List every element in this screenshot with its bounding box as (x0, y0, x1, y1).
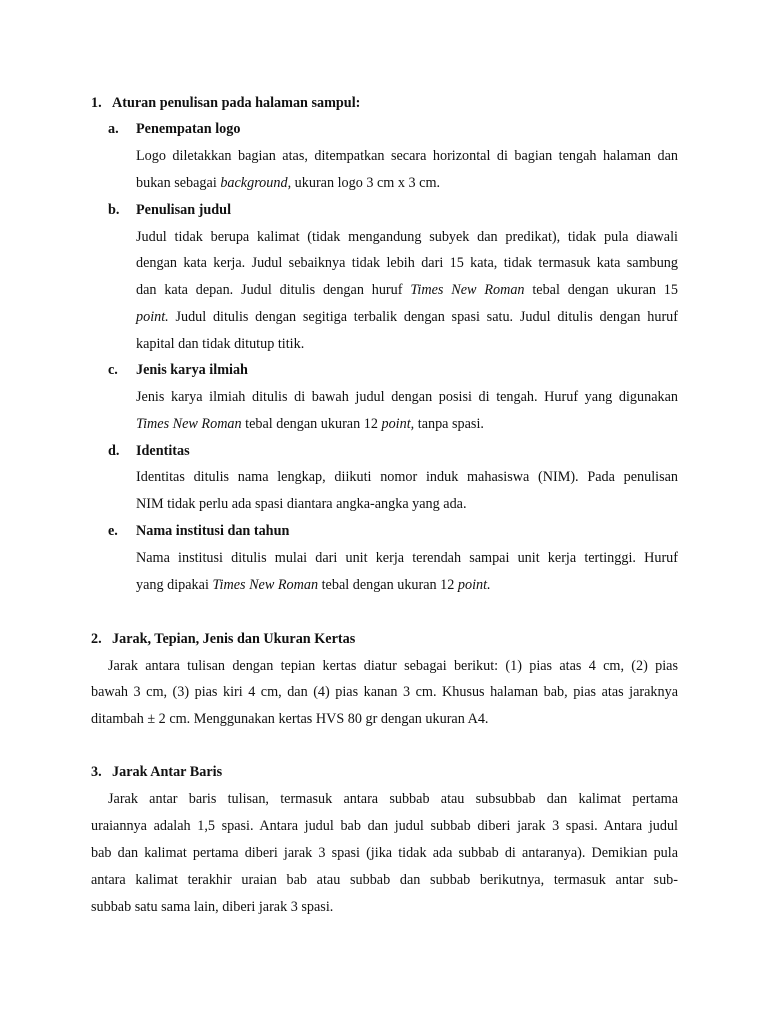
item-c-letter: c. (108, 362, 118, 378)
item-a-letter: a. (108, 121, 119, 137)
item-d-line-1: Identitas ditulis nama lengkap, diikuti nomor induk mahasiswa (NIM). Pada penulisan (136, 469, 678, 485)
item-e-title: Nama institusi dan tahun (136, 523, 290, 539)
section-3-line-3: bab dan kalimat pertama diberi jarak 3 spasi (jika tidak ada subbab di antaranya). Demikian pula (91, 845, 678, 861)
item-b-line-5: kapital dan tidak ditutup titik. (136, 336, 305, 352)
item-e-line-2: yang dipakai Times New Roman tebal dengan ukuran 12 point. (136, 577, 491, 593)
section-3-line-1: Jarak antar baris tulisan, termasuk antara subbab atau subsubbab dan kalimat pertama (108, 791, 678, 807)
section-2-line-2: bawah 3 cm, (3) pias kiri 4 cm, dan (4) pias kanan 3 cm. Khusus halaman bab, pias atas jaraknya (91, 684, 678, 700)
item-d-line-2: NIM tidak perlu ada spasi diantara angka-angka yang ada. (136, 496, 467, 512)
item-c-line-1: Jenis karya ilmiah ditulis di bawah judul dengan posisi di tengah. Huruf yang digunakan (136, 389, 678, 405)
item-d-title: Identitas (136, 443, 190, 459)
item-c-title: Jenis karya ilmiah (136, 362, 248, 378)
section-2-number: 2. (91, 631, 102, 647)
item-c-line-2: Times New Roman tebal dengan ukuran 12 point, tanpa spasi. (136, 416, 484, 432)
item-d-letter: d. (108, 443, 120, 459)
item-e-line-1: Nama institusi ditulis mulai dari unit kerja terendah sampai unit kerja tertinggi. Huruf (136, 550, 678, 566)
item-b-line-4: point. Judul ditulis dengan segitiga terbalik dengan spasi satu. Judul ditulis dengan huruf (136, 309, 678, 325)
section-2-heading: Jarak, Tepian, Jenis dan Ukuran Kertas (112, 631, 356, 647)
item-a-line-2: bukan sebagai background, ukuran logo 3 cm x 3 cm. (136, 175, 441, 191)
section-1-number: 1. (91, 95, 102, 111)
item-b-line-3: dan kata depan. Judul ditulis dengan huruf Times New Roman tebal dengan ukuran 15 (136, 282, 678, 298)
item-b-line-1: Judul tidak berupa kalimat (tidak mengandung subyek dan predikat), tidak pula diawali (136, 229, 678, 245)
item-b-line-2: dengan kata kerja. Judul sebaiknya tidak lebih dari 15 kata, tidak termasuk kata sambung (136, 255, 678, 271)
section-2-line-1: Jarak antara tulisan dengan tepian kertas diatur sebagai berikut: (1) pias atas 4 cm, (2) pias (108, 658, 678, 674)
section-3-line-2: uraiannya adalah 1,5 spasi. Antara judul bab dan judul subbab diberi jarak 3 spasi. Antara judul (91, 818, 678, 834)
section-3-number: 3. (91, 764, 102, 780)
section-3-line-4: antara kalimat terakhir uraian bab atau subbab dan subbab berikutnya, termasuk antar sub- (91, 872, 678, 888)
item-a-line-1: Logo diletakkan bagian atas, ditempatkan secara horizontal di bagian tengah halaman dan (136, 148, 678, 164)
section-3-heading: Jarak Antar Baris (112, 764, 223, 780)
section-3-line-5: subbab satu sama lain, diberi jarak 3 spasi. (91, 899, 334, 915)
item-a-title: Penempatan logo (136, 121, 241, 137)
item-b-title: Penulisan judul (136, 202, 232, 218)
item-e-letter: e. (108, 523, 118, 539)
section-1-heading: Aturan penulisan pada halaman sampul: (112, 95, 361, 111)
section-2-line-3: ditambah ± 2 cm. Menggunakan kertas HVS 80 gr dengan ukuran A4. (91, 711, 489, 727)
item-b-letter: b. (108, 202, 120, 218)
